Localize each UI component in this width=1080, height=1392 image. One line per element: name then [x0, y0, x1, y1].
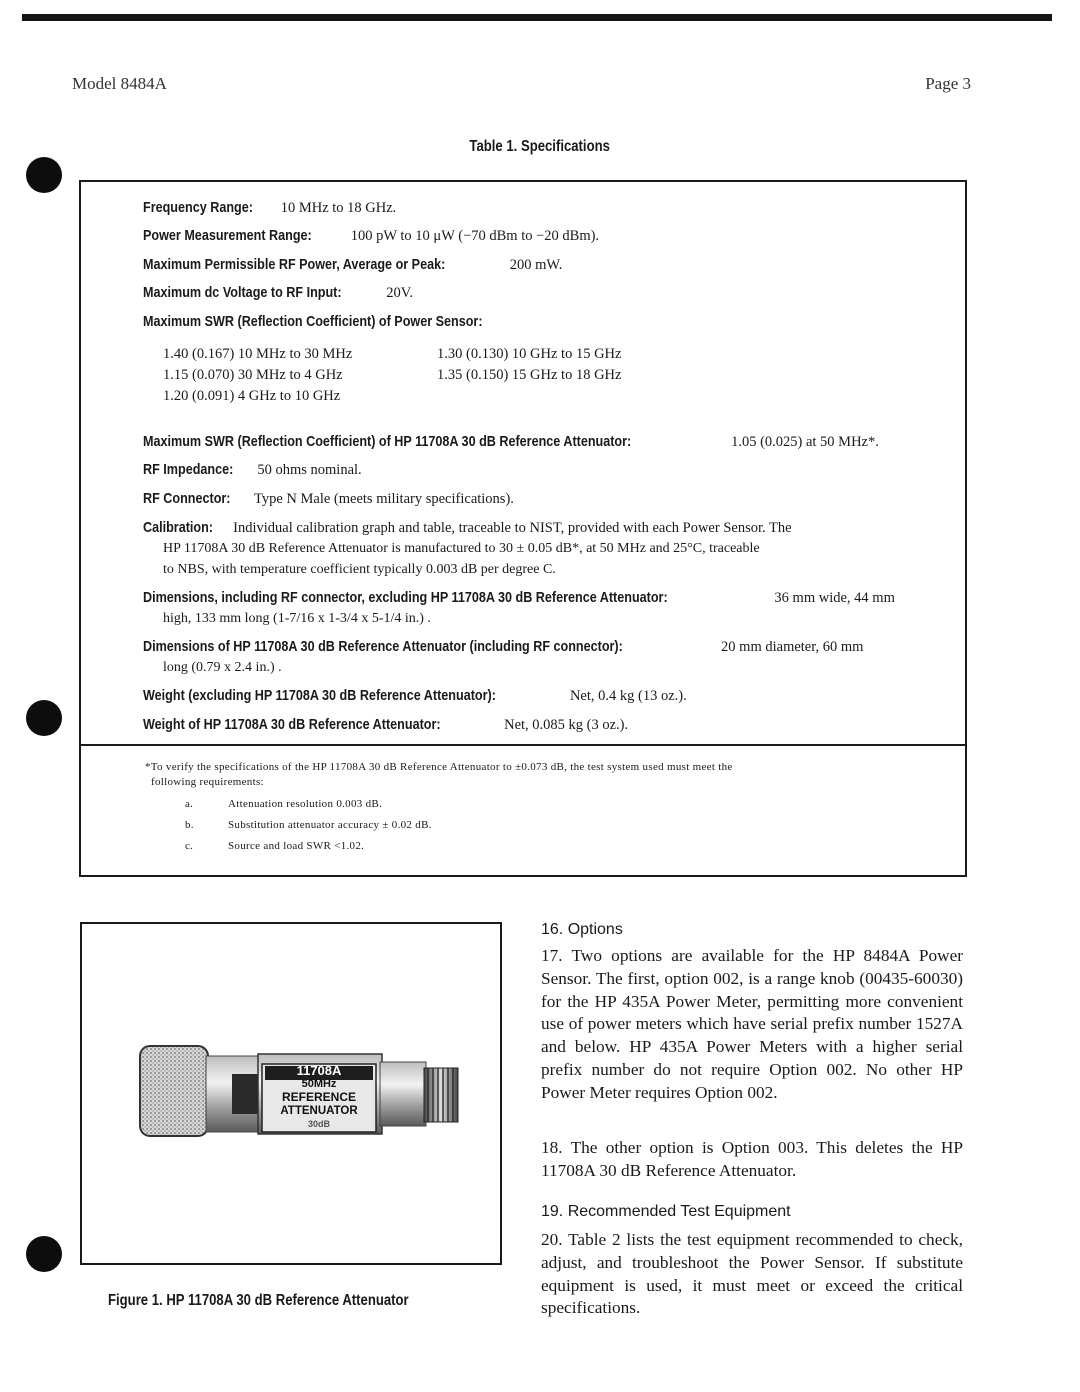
- paragraph-17: 17. Two options are available for the HP 8484A Power Sensor. The first, option 002, is a range knob (00435-60030) for the HP 435A Power Meter, permitting more convenient use of power meters which have serial prefix number 1527A and below. HP 435A Power Meters with a higher serial prefix number do not require Option 002. No other HP Power Meter requires Option 002.: [541, 946, 963, 1102]
- footnote-text: following requirements:: [151, 776, 264, 788]
- spec-value: Individual calibration graph and table, traceable to NIST, provided with each Power Sensor. The: [233, 520, 792, 536]
- spec-label: Dimensions, including RF connector, excluding HP 11708A 30 dB Reference Attenuator:: [143, 589, 668, 606]
- figure-caption: Figure 1. HP 11708A 30 dB Reference Attenuator: [108, 1292, 409, 1309]
- top-rule: [22, 14, 1052, 21]
- spec-dimensions-sensor: [143, 588, 895, 608]
- page-number: Page 3: [925, 74, 971, 93]
- spec-continuation: to NBS, with temperature coefficient typically 0.003 dB per degree C.: [163, 562, 556, 577]
- spec-weight-attenuator: [143, 715, 628, 735]
- spec-max-swr-sensor: [143, 312, 545, 332]
- spec-label: Power Measurement Range:: [143, 227, 312, 244]
- binder-hole-top: [26, 157, 62, 193]
- spec-calibration: [143, 518, 792, 538]
- spec-value: 200 mW.: [509, 257, 563, 273]
- spec-label: RF Impedance:: [143, 461, 234, 478]
- spec-continuation: high, 133 mm long (1-7/16 x 1-3/4 x 5-1/4 in.) .: [163, 611, 431, 626]
- table-title: Table 1. Specifications: [469, 138, 611, 155]
- spec-label: Maximum dc Voltage to RF Input:: [143, 284, 342, 301]
- label-line: ATTENUATOR: [280, 1104, 358, 1117]
- spec-label: Frequency Range:: [143, 199, 253, 216]
- footnote-item-text: Substitution attenuator accuracy ± 0.02 dB.: [228, 819, 432, 831]
- figure-frame: [80, 922, 502, 1265]
- spec-value: Type N Male (meets military specifications).: [254, 491, 514, 507]
- footnote-item-letter: c.: [185, 840, 194, 852]
- spec-continuation: long (0.79 x 2.4 in.) .: [163, 660, 282, 675]
- swr-row: 1.40 (0.167) 10 MHz to 30 MHz: [163, 346, 353, 362]
- spec-rf-connector: [143, 489, 514, 509]
- spec-frequency-range: [143, 198, 396, 218]
- spec-max-rf-power: [143, 255, 562, 275]
- spec-label: Maximum SWR (Reflection Coefficient) of Power Sensor:: [143, 313, 483, 330]
- spec-value: 20 mm diameter, 60 mm: [721, 639, 864, 655]
- spec-label: Weight (excluding HP 11708A 30 dB Reference Attenuator):: [143, 687, 496, 704]
- swr-row: 1.20 (0.091) 4 GHz to 10 GHz: [163, 388, 341, 404]
- spec-label: Maximum SWR (Reflection Coefficient) of HP 11708A 30 dB Reference Attenuator:: [143, 433, 632, 450]
- spec-power-range: [143, 226, 599, 246]
- options-heading: 16. Options: [541, 921, 623, 938]
- spec-dimensions-attenuator: [143, 637, 863, 657]
- spec-label: Dimensions of HP 11708A 30 dB Reference Attenuator (including RF connector):: [143, 638, 623, 655]
- model-header: Model 8484A: [72, 74, 167, 93]
- attenuator-label: [265, 1064, 373, 1132]
- binder-hole-bottom: [26, 1236, 62, 1272]
- swr-row: 1.30 (0.130) 10 GHz to 15 GHz: [437, 346, 622, 362]
- spec-continuation: HP 11708A 30 dB Reference Attenuator is manufactured to 30 ± 0.05 dB*, at 50 MHz and 25°C, traceable: [163, 541, 760, 556]
- paragraph-20: 20. Table 2 lists the test equipment recommended to check, adjust, and troubleshoot the Power Sensor. If substitute equipment is used, it must meet or exceed the critical specifications.: [541, 1230, 963, 1318]
- label-line: 50MHz: [301, 1077, 337, 1090]
- footnote-divider: [79, 744, 967, 746]
- footnote-item-letter: b.: [185, 819, 194, 831]
- spec-max-dc-voltage: [143, 283, 413, 303]
- spec-value: Net, 0.4 kg (13 oz.).: [569, 688, 687, 704]
- spec-weight-sensor: [143, 686, 687, 706]
- footnote-item-letter: a.: [185, 798, 194, 810]
- spec-value: Net, 0.085 kg (3 oz.).: [504, 717, 629, 733]
- spec-label: RF Connector:: [143, 490, 231, 507]
- spec-max-swr-attenuator: [143, 432, 879, 452]
- footnote-item-text: Source and load SWR <1.02.: [228, 840, 365, 852]
- spec-value: 20V.: [386, 285, 413, 301]
- spec-value: 10 MHz to 18 GHz.: [280, 200, 397, 216]
- spec-value: 1.05 (0.025) at 50 MHz*.: [731, 434, 879, 450]
- spec-label: Maximum Permissible RF Power, Average or Peak:: [143, 256, 446, 273]
- spec-label: Calibration:: [143, 519, 214, 536]
- spec-label: Weight of HP 11708A 30 dB Reference Attenuator:: [143, 716, 441, 733]
- swr-row: 1.15 (0.070) 30 MHz to 4 GHz: [163, 367, 343, 383]
- spec-rf-impedance: [143, 460, 362, 480]
- swr-row: 1.35 (0.150) 15 GHz to 18 GHz: [437, 367, 622, 383]
- spec-value: 36 mm wide, 44 mm: [774, 590, 895, 606]
- label-line: REFERENCE: [281, 1090, 356, 1104]
- label-line: 11708A: [296, 1063, 342, 1078]
- label-line: 30dB: [307, 1119, 330, 1129]
- spec-value: 50 ohms nominal.: [257, 462, 362, 478]
- recommended-test-equipment-heading: 19. Recommended Test Equipment: [541, 1203, 791, 1220]
- footnote-text: *To verify the specifications of the HP 11708A 30 dB Reference Attenuator to ±0.073 dB, the test system used must meet the: [145, 761, 733, 773]
- footnote-item-text: Attenuation resolution 0.003 dB.: [228, 798, 383, 810]
- binder-hole-middle: [26, 700, 62, 736]
- paragraph-18: 18. The other option is Option 003. This deletes the HP 11708A 30 dB Reference Attenuator.: [541, 1138, 963, 1180]
- spec-value: 100 pW to 10 μW (−70 dBm to −20 dBm).: [350, 228, 600, 244]
